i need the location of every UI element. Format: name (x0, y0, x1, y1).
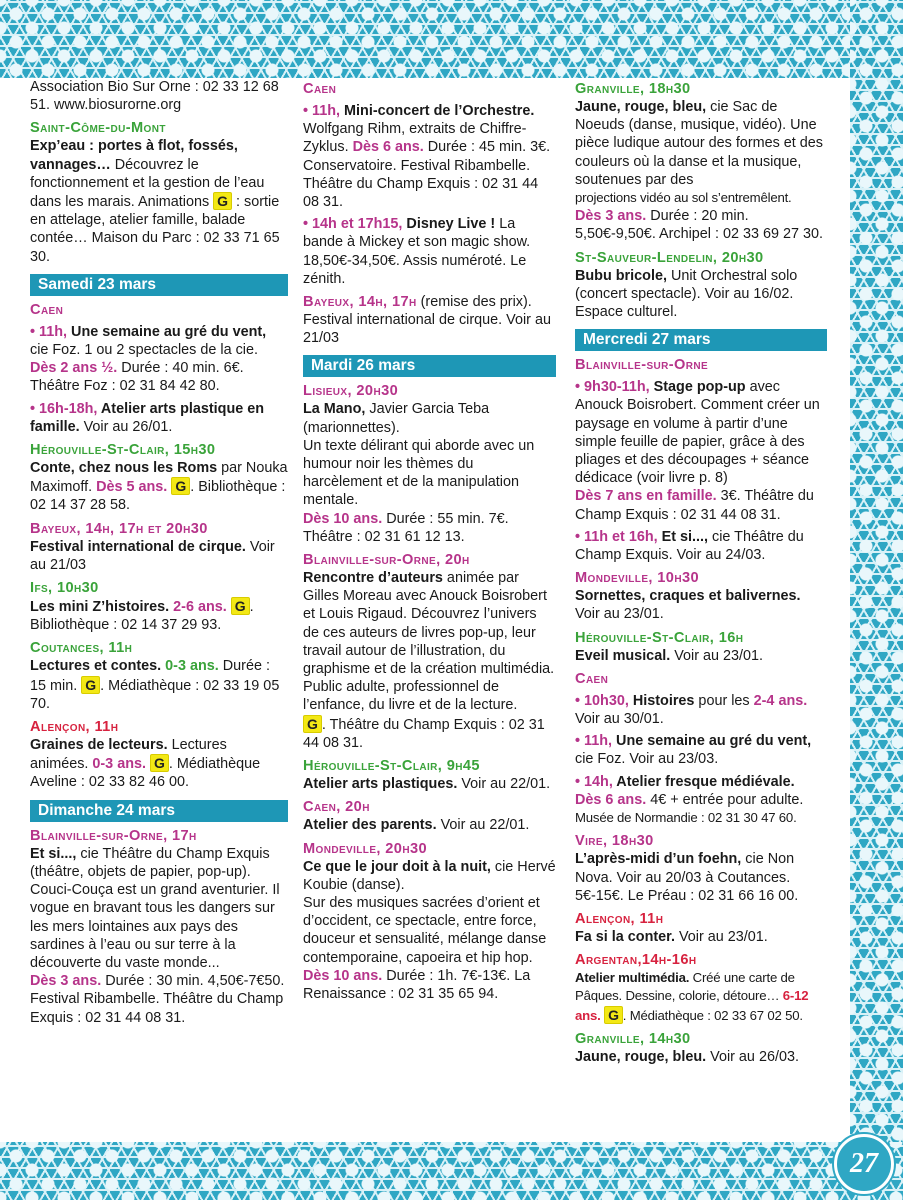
age-label: 2-6 ans. (169, 599, 227, 616)
location-heading: Alençon, 11h (575, 910, 664, 927)
event-entry (30, 459, 288, 515)
age-label: Dès 2 ans ½. (30, 360, 118, 377)
event-entry (303, 569, 556, 678)
date-header: Mardi 26 mars (303, 355, 556, 377)
location-heading: Hérouville-St-Clair, 16h (575, 629, 744, 646)
event-entry (30, 972, 288, 1027)
event-desc: Javier Garcia Teba (marionnettes). (303, 401, 490, 436)
event-desc: . Médiathèque : 02 33 67 02 50. (622, 1007, 803, 1023)
event-desc: Voir au 30/01. (575, 711, 664, 728)
decorative-pattern-right (850, 0, 903, 1200)
location-heading (303, 293, 556, 311)
age-label: Dès 3 ans. (30, 973, 102, 990)
decorative-pattern-top (0, 0, 903, 78)
event-desc: Un texte délirant qui aborde avec un humour noir les thèmes du harcèlement et de la manipulation mentale. (303, 437, 535, 509)
age-label: 6-12 ans. (575, 988, 809, 1023)
event-desc: cie Hervé Koubie (danse). (303, 858, 556, 893)
location-heading: Vire, 18h30 (575, 833, 654, 850)
event-desc: Durée : 15 min. (30, 658, 270, 694)
event-title: Stage pop-up (649, 379, 746, 396)
event-entry (575, 587, 827, 623)
event-title: Jaune, rouge, bleu. (575, 1048, 707, 1065)
intro-text: Association Bio Sur Orne : 02 33 12 68 51. www.biosurorne.org (30, 79, 279, 114)
event-entry (303, 102, 556, 211)
g-badge-icon: G (604, 1006, 623, 1024)
event-entry (30, 400, 288, 436)
event-entry (575, 773, 827, 791)
event-title: Une semaine au gré du vent, (612, 733, 812, 750)
event-time: • 11h et 16h, (575, 528, 658, 545)
event-time: • 10h30, (575, 692, 629, 709)
event-entry (303, 400, 556, 436)
event-desc: cie Théâtre du Champ Exquis. Voir au 24/03. (575, 528, 804, 564)
event-title: L’après-midi d’un foehn, (575, 851, 742, 868)
event-desc: Festival international de cirque. Voir au 21/03 (303, 312, 551, 347)
event-entry (30, 736, 288, 792)
event-title: Histoires (628, 692, 695, 709)
event-desc: Voir au 23/01. (575, 606, 664, 623)
date-header: Mercredi 27 mars (575, 329, 827, 351)
event-entry (303, 775, 556, 793)
event-desc: Voir au 26/01. (79, 418, 173, 435)
age-label: Dès 7 ans en famille. (575, 488, 717, 505)
event-entry (575, 98, 827, 189)
location-heading: Lisieux, 20h30 (303, 383, 399, 400)
age-label: Dès 6 ans. (575, 791, 647, 808)
event-desc: Voir au 21/03 (30, 538, 275, 573)
event-desc: Durée : 30 min. 4,50€-7€50. Festival Ribambelle. Théâtre du Champ Exquis : 02 31 44 08 31. (30, 973, 285, 1026)
event-title: Atelier arts plastique en famille. (30, 400, 265, 435)
column-3 (575, 78, 827, 1066)
g-badge-icon: G (171, 477, 190, 495)
location-heading: Blainville-sur-Orne, 20h (303, 552, 470, 569)
event-title: Exp’eau : portes à flot, fossés, vannages… (30, 138, 238, 173)
age-label: Dès 10 ans. (303, 510, 383, 527)
event-desc: (remise des prix). (416, 294, 532, 311)
date-header: Samedi 23 mars (30, 274, 288, 296)
event-time: • 11h, (30, 323, 68, 340)
age-label: Dès 5 ans. (96, 479, 168, 496)
event-title: La Mano, (303, 401, 366, 418)
location-heading: Hérouville-St-Clair, 15h30 (30, 442, 216, 459)
event-entry (303, 816, 556, 834)
decorative-pattern-bottom (0, 1142, 903, 1200)
event-entry (575, 528, 827, 564)
age-label: Dès 3 ans. (575, 208, 647, 225)
event-title: Bubu bricole, (575, 267, 667, 284)
event-entry (30, 538, 288, 574)
age-label: 0-3 ans. (92, 756, 146, 773)
event-desc: Créé une carte de Pâques. Dessine, colorie, détoure… (575, 970, 795, 1004)
event-desc: : sortie en attelage, atelier famille, balade contée… Maison du Parc : 02 33 71 65 30. (30, 194, 280, 265)
age-label: 0-3 ans. (161, 658, 219, 675)
event-desc: Voir au 23/01. (670, 647, 764, 664)
event-desc: Voir au 26/03. (706, 1048, 799, 1065)
event-desc: animée par Gilles Moreau avec Anouck Boisrobert et Louis Rigaud. Découvrez l’univers de ces auteurs de livres pop-up, leur travail autour de l’illustration, du graphisme et de la création multimédia. (303, 570, 555, 678)
event-entry (303, 715, 556, 752)
event-title: Jaune, rouge, bleu, (575, 99, 707, 115)
event-desc: . Médiathèque Aveline : 02 33 82 46 00. (30, 756, 261, 791)
event-title: Fa si la conter. (575, 928, 675, 945)
event-entry (30, 597, 288, 634)
location-heading: Coutances, 11h (30, 640, 133, 657)
event-desc: Durée : 1h. 7€-13€. La Renaissance : 02 31 35 65 94. (303, 967, 531, 1002)
event-title: Rencontre d’auteurs (303, 570, 443, 587)
location-heading: Caen (575, 670, 609, 687)
location-heading: St-Sauveur-Lendelin, 20h30 (575, 249, 764, 266)
event-entry (575, 732, 827, 768)
g-badge-icon: G (303, 715, 322, 733)
event-desc: Couci-Couça est un grand aventurier. Il vogue en bravant tous les dangers sur les mers lointaines aux pays des sardines à l’eau ou sur terre à la découverte du vaste monde... (30, 882, 280, 971)
event-title: Les mini Z’histoires. (30, 599, 170, 616)
event-entry (575, 692, 827, 728)
event-desc: cie Sac de Noeuds (danse, musique, vidéo). Une pièce ludique autour des formes et des couleurs où la danse et la musique, soutenues par des (575, 99, 823, 188)
page-number: 27 (834, 1134, 894, 1194)
event-entry (575, 207, 827, 243)
event-title: Et si..., (657, 528, 709, 545)
event-title: Et si..., (30, 845, 77, 862)
event-title: Une semaine au gré du vent, (67, 323, 267, 340)
event-title: Atelier arts plastiques. (303, 776, 458, 793)
event-time: • 9h30-11h, (575, 379, 650, 396)
event-desc: La bande à Mickey et son magic show. 18,50€-34,50€. Assis numéroté. Le zénith. (303, 216, 531, 287)
event-desc: avec Anouck Boisrobert. Comment créer un paysage en volume à partir d’une simple feuille de papier, grâce à des pliages et des découpages + séance dédicace (voir livre p. 8) (575, 379, 820, 487)
event-entry (575, 487, 827, 523)
location-heading: Bayeux, 14h, 17h et 20h30 (30, 520, 208, 537)
location-heading: Caen (303, 81, 337, 97)
g-badge-icon: G (231, 597, 250, 615)
event-time: • 11h, (303, 103, 341, 119)
event-entry (575, 647, 827, 665)
event-time: • 14h, (575, 773, 613, 790)
event-entry (575, 267, 827, 322)
event-entry (575, 850, 827, 905)
g-badge-icon: G (81, 676, 100, 694)
event-title: Atelier des parents. (303, 817, 437, 834)
event-desc: Durée : 20 min. 5,50€-9,50€. Archipel : 02 33 69 27 30. (575, 208, 824, 243)
location-heading: Granville, 18h30 (575, 81, 691, 97)
event-desc: . Bibliothèque : 02 14 37 28 58. (30, 479, 286, 514)
location-heading: Saint-Côme-du-Mont (30, 120, 166, 137)
event-title: Eveil musical. (575, 647, 671, 664)
event-desc: . Médiathèque : 02 33 19 05 70. (30, 677, 280, 712)
event-entry (30, 845, 288, 881)
event-entry (30, 137, 288, 265)
event-desc: 3€. Théâtre du Champ Exquis : 02 31 44 08 31. (575, 488, 814, 523)
event-desc: cie Théâtre du Champ Exquis (théâtre, objets de papier, pop-up). (30, 845, 270, 880)
event-title: Sornettes, craques et balivernes. (575, 588, 801, 605)
event-desc: Voir au 23/01. (674, 928, 768, 945)
event-entry (575, 969, 827, 1025)
event-desc: Sur des musiques sacrées d’orient et d’occident, ce spectacle, entre force, douceur et sensualité, mélange danse contemporaine, capoeira et hip hop. (303, 894, 547, 966)
event-desc: Durée : 55 min. 7€. Théâtre : 02 31 61 12 13. (303, 510, 509, 545)
location-name: Bayeux, 14h, 17h (303, 294, 417, 311)
location-heading: Caen, 20h (303, 799, 370, 816)
location-heading: Alençon, 11h (30, 719, 119, 736)
column-2 (303, 78, 556, 1003)
g-badge-icon: G (213, 192, 232, 210)
event-entry (303, 215, 556, 288)
location-heading: Mondeville, 20h30 (303, 840, 427, 857)
event-desc: . Théâtre du Champ Exquis : 02 31 44 08 31. (303, 716, 545, 751)
event-desc: 4€ + entrée pour adulte. (646, 791, 804, 808)
event-desc: Unit Orchestral solo (concert spectacle). Voir au 16/02. Espace culturel. (575, 267, 798, 321)
event-time: • 11h, (575, 733, 613, 750)
event-entry (303, 510, 556, 546)
event-desc: Musée de Normandie : 02 31 30 47 60. (575, 810, 797, 826)
event-desc: Lectures animées. (30, 737, 227, 773)
event-desc: pour les (694, 692, 754, 709)
event-desc: Public adulte, professionnel de l’enfance, du livre et de la lecture. (303, 679, 518, 714)
event-title: Disney Live ! (402, 216, 496, 233)
event-desc: cie Non Nova. Voir au 20/03 à Coutances. 5€-15€. Le Préau : 02 31 66 16 00. (575, 851, 799, 904)
event-desc: cie Foz. 1 ou 2 spectacles de la cie. (30, 342, 258, 359)
age-label: Dès 6 ans. (352, 139, 424, 156)
age-label: 2-4 ans. (753, 692, 808, 709)
event-desc: Wolfgang Rihm, extraits de Chiffre-Zyklus. (303, 121, 527, 156)
event-title: Atelier multimédia. (575, 970, 690, 986)
location-heading: Caen (30, 301, 64, 318)
location-heading: Hérouville-St-Clair, 9h45 (303, 758, 480, 775)
event-entry (575, 1048, 827, 1066)
date-header: Dimanche 24 mars (30, 800, 288, 822)
location-heading: Granville, 14h30 (575, 1030, 691, 1047)
event-entry (30, 323, 288, 396)
age-label: Dès 10 ans. (303, 967, 383, 984)
location-heading: Argentan,14h-16h (575, 952, 697, 969)
event-entry (575, 791, 827, 809)
location-heading: Blainville-sur-Orne (575, 357, 709, 374)
location-heading: Ifs, 10h30 (30, 580, 99, 597)
column-1 (30, 78, 288, 1027)
location-heading: Blainville-sur-Orne, 17h (30, 827, 197, 844)
event-desc: Durée : 45 min. 3€. Conservatoire. Festival Ribambelle. Théâtre du Champ Exquis : 02 31 44 08 31. (303, 139, 551, 211)
event-title: Conte, chez nous les Roms (30, 460, 218, 477)
event-title: Mini-concert de l’Orchestre. (340, 103, 535, 119)
event-title: Festival international de cirque. (30, 538, 246, 555)
event-desc: par Nouka Maximoff. (30, 460, 288, 496)
event-title: Graines de lecteurs. (30, 737, 168, 754)
event-desc: Voir au 22/01. (457, 776, 551, 793)
event-title: Atelier fresque médiévale. (612, 773, 795, 790)
event-entry (303, 967, 556, 1003)
event-desc: . Bibliothèque : 02 14 37 29 93. (30, 599, 254, 634)
event-entry (575, 928, 827, 946)
event-desc: Découvrez le fonctionnement et la gestion de l’eau dans les marais. Animations (30, 156, 265, 211)
location-heading: Mondeville, 10h30 (575, 570, 699, 587)
g-badge-icon: G (150, 754, 169, 772)
event-time: • 16h-18h, (30, 400, 98, 417)
event-desc: Durée : 40 min. 6€. Théâtre Foz : 02 31 84 42 80. (30, 360, 244, 395)
event-desc: projections vidéo au sol s’entremêlent. (575, 190, 792, 206)
event-entry (30, 657, 288, 713)
event-desc: Voir au 22/01. (436, 817, 530, 834)
event-title: Lectures et contes. (30, 658, 162, 675)
event-entry (303, 858, 556, 894)
event-title: Ce que le jour doit à la nuit, (303, 858, 491, 875)
event-entry (575, 378, 827, 487)
event-time: • 14h et 17h15, (303, 216, 403, 233)
event-desc: cie Foz. Voir au 23/03. (575, 751, 719, 768)
